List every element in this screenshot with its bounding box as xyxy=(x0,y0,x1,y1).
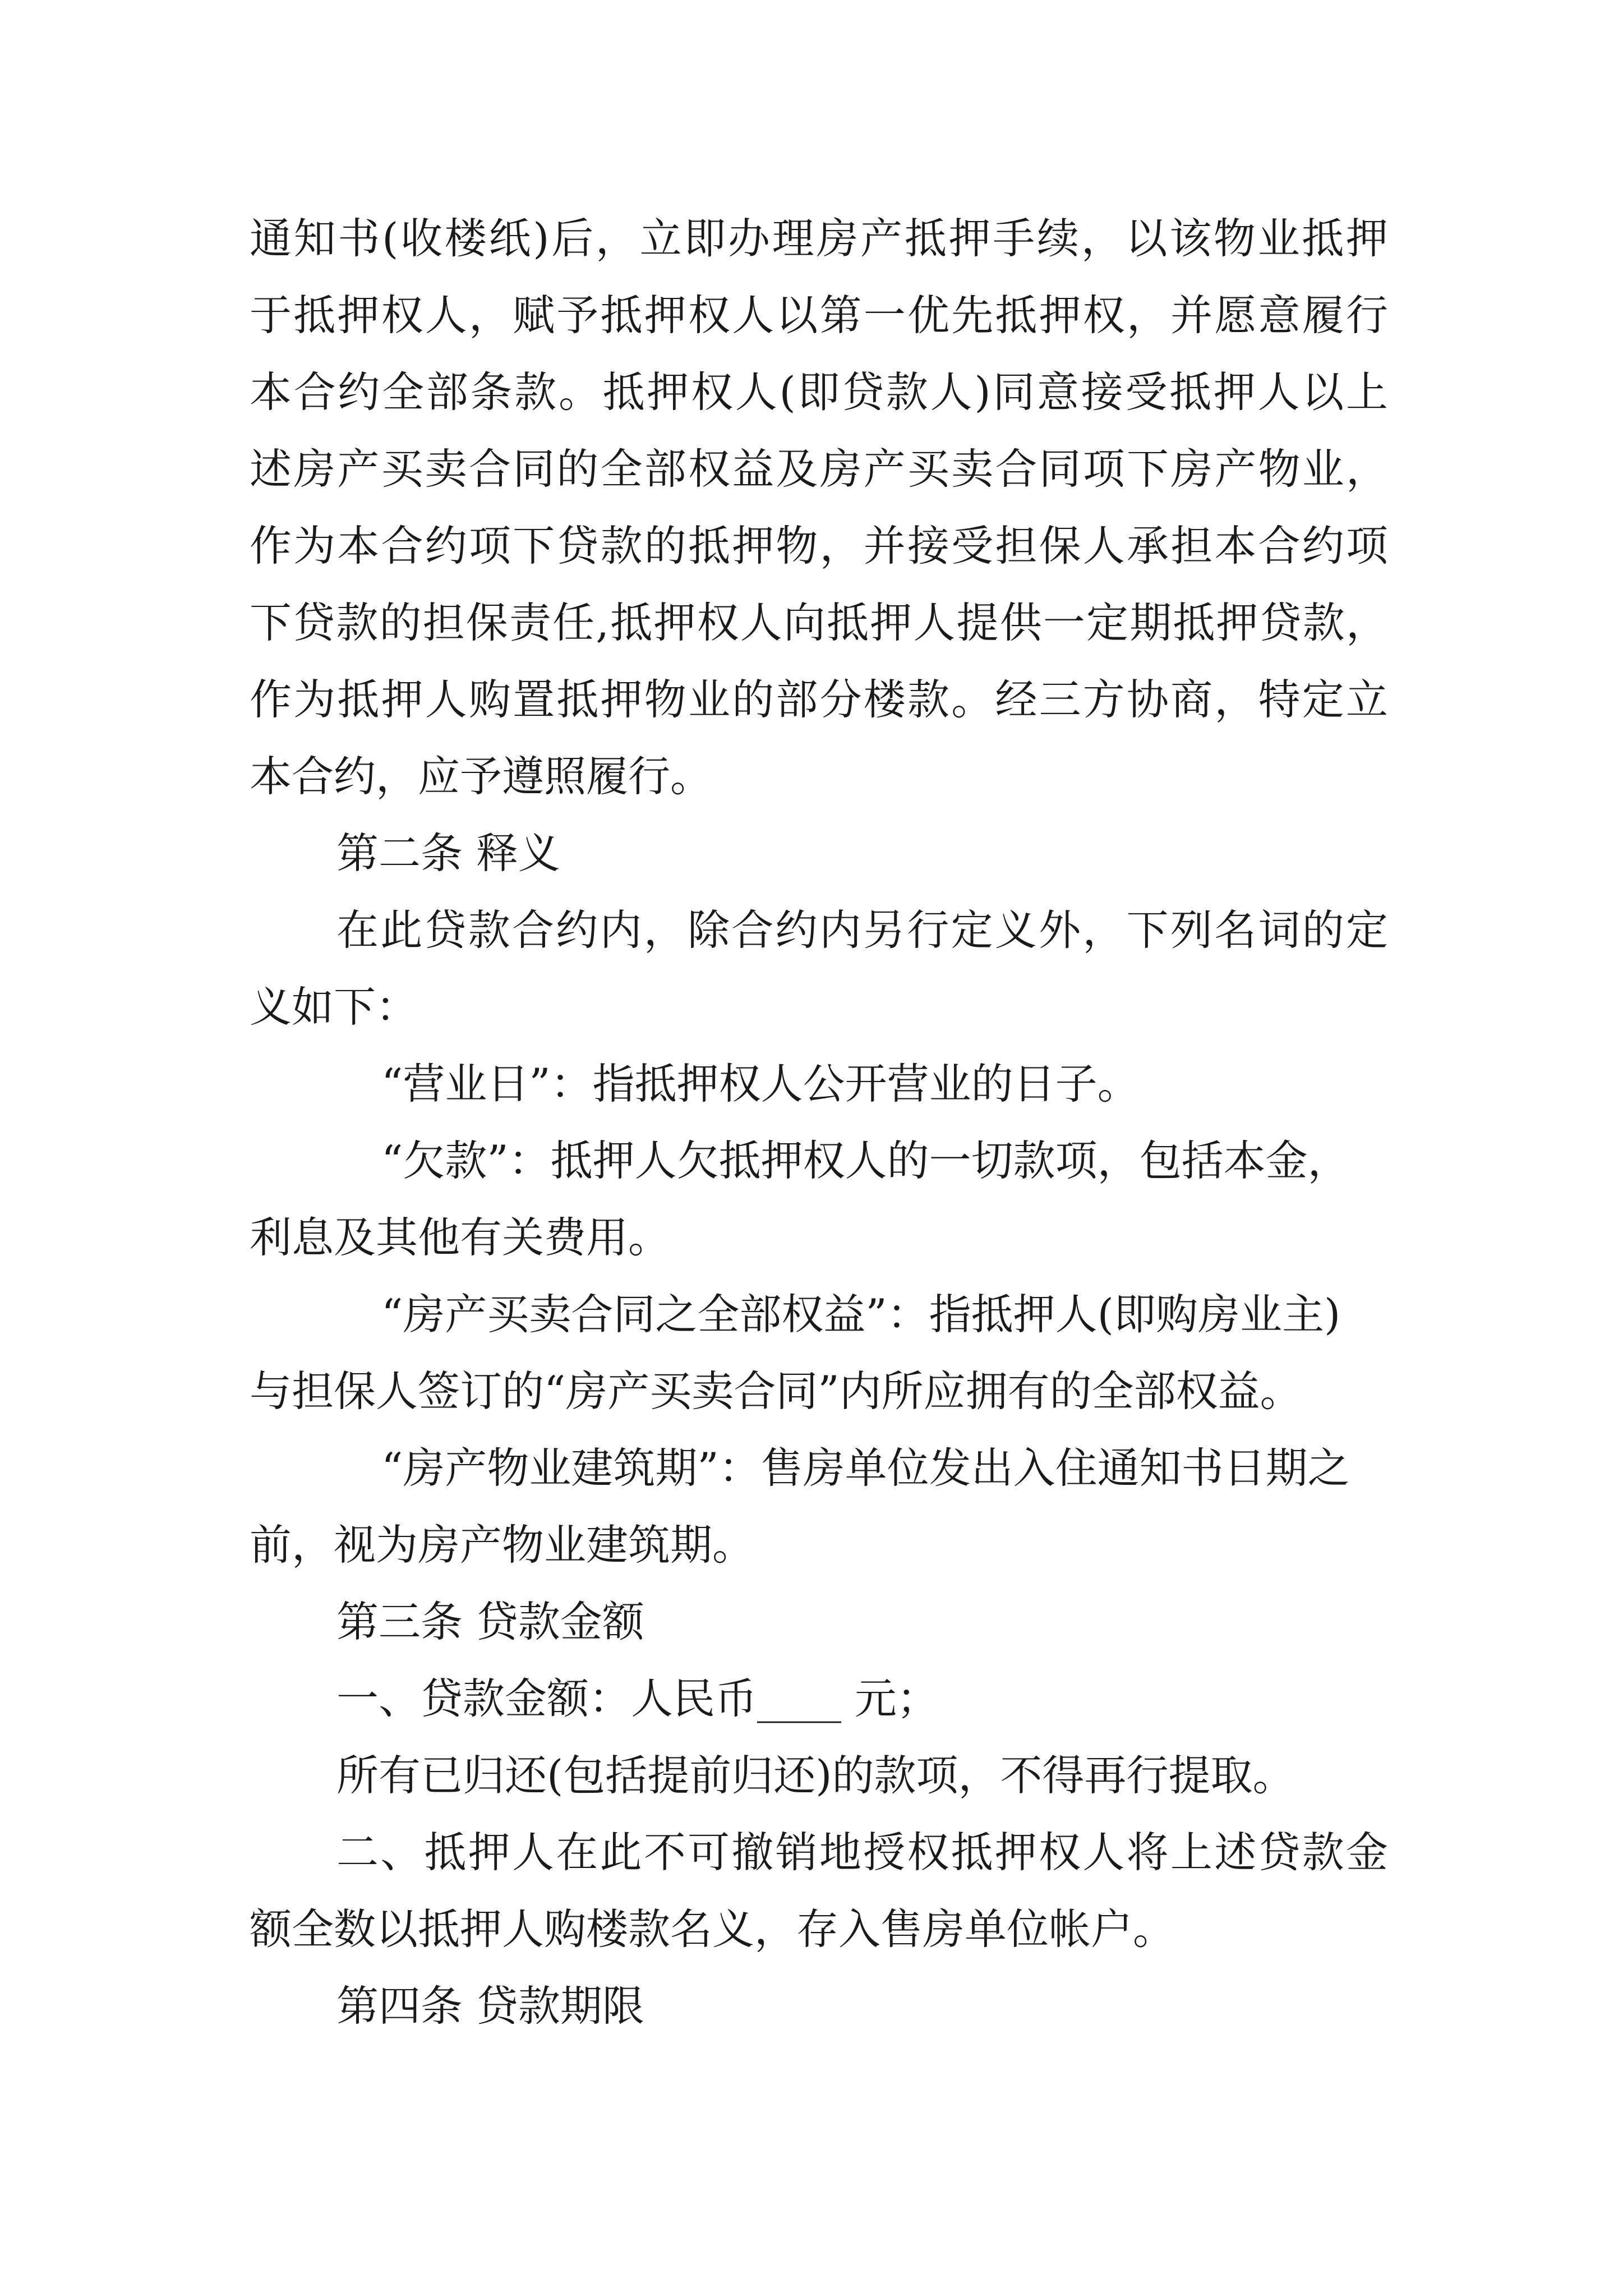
paragraph-line: 本合约，应予遵照履行。 xyxy=(250,752,713,801)
paragraph-line: 通知书(收楼纸)后，立即办理房产抵押手续，以该物业抵押 xyxy=(250,214,1388,263)
definition-line: 前，视为房产物业建筑期。 xyxy=(250,1520,755,1570)
paragraph-line: 义如下： xyxy=(250,982,418,1032)
definition-line: “房产买卖合同之全部权益”：指抵押人(即购房业主) xyxy=(381,1290,1341,1339)
paragraph-line: 作为抵押人购置抵押物业的部分楼款。经三方协商，特定立 xyxy=(250,675,1388,724)
paragraph-line: 下贷款的担保责任,抵押权人向抵押人提供一定期抵押贷款， xyxy=(250,598,1388,647)
section-heading: 第四条 贷款期限 xyxy=(336,1981,644,2031)
section-heading: 第二条 释义 xyxy=(336,829,560,878)
definition-line: 与担保人签订的“房产买卖合同”内所应拥有的全部权益。 xyxy=(250,1366,1302,1416)
paragraph-line: 于抵押权人，赋予抵押权人以第一优先抵押权，并愿意履行 xyxy=(250,291,1388,340)
definition-line: 利息及其他有关费用。 xyxy=(250,1213,671,1262)
definition-line: “营业日”：指抵押权人公开营业的日子。 xyxy=(381,1059,1140,1108)
paragraph-line: 二、抵押人在此不可撤销地授权抵押权人将上述贷款金 xyxy=(336,1828,1388,1877)
paragraph-line: 所有已归还(包括提前归还)的款项，不得再行提取。 xyxy=(336,1751,1295,1800)
definition-line: “欠款”：抵押人欠抵押权人的一切款项，包括本金， xyxy=(381,1136,1350,1185)
paragraph-line: 本合约全部条款。抵押权人(即贷款人)同意接受抵押人以上 xyxy=(250,367,1388,417)
paragraph-line: 在此贷款合约内，除合约内另行定义外，下列名词的定 xyxy=(336,905,1388,955)
paragraph-line: 作为本合约项下贷款的抵押物，并接受担保人承担本合约项 xyxy=(250,521,1388,570)
paragraph-line: 述房产买卖合同的全部权益及房产买卖合同项下房产物业， xyxy=(250,444,1388,494)
paragraph-line: 额全数以抵押人购楼款名义，存入售房单位帐户。 xyxy=(250,1904,1175,1954)
section-heading: 第三条 贷款金额 xyxy=(336,1597,644,1646)
paragraph-line: 一、贷款金额：人民币____ 元； xyxy=(336,1674,939,1723)
definition-line: “房产物业建筑期”：售房单位发出入住通知书日期之 xyxy=(381,1443,1350,1493)
